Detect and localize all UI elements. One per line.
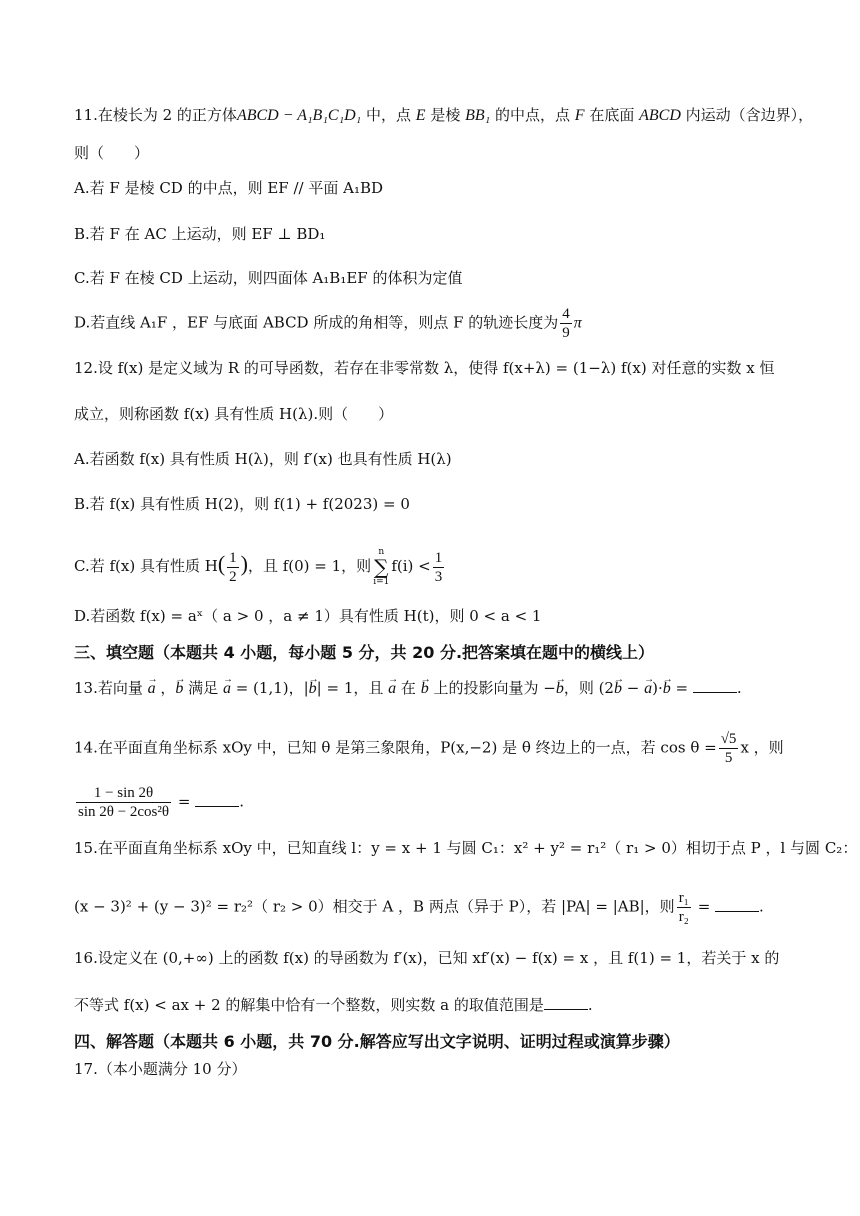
q15-line1: 15.在平面直角坐标系 xOy 中，已知直线 l：y = x + 1 与圆 C₁：x² + y² = r₁²（ r₁ > 0）相切于点 P ，l 与圆 C₂：	[74, 839, 858, 857]
q12-c-pre: C.若 f(x) 具有性质 H	[74, 557, 218, 575]
q11-stem-a: 11.在棱长为 2 的正方体	[74, 106, 237, 124]
q15-line2-pre: (x − 3)² + (y − 3)² = r₂²（ r₂ > 0）相交于 A ，B 两点（异于 P），若 |PA| = |AB|，则	[74, 897, 675, 916]
q11-option-d	[74, 305, 800, 342]
q11-stem-c: 是棱	[425, 106, 466, 124]
q13-mid: 满足	[183, 679, 223, 697]
q14-tail: .	[239, 792, 244, 811]
q14-line1	[74, 730, 800, 767]
vector-a: → a	[148, 677, 156, 701]
q12-c-sum	[373, 547, 389, 587]
q17-heading: 17.（本小题满分 10 分）	[74, 1060, 247, 1078]
answer-blank[interactable]	[693, 678, 737, 693]
q11-d-num: 4	[562, 306, 570, 322]
vector-b: → b	[421, 677, 429, 701]
q12-option-d: D.若函数 f(x) = aˣ（ a > 0 ，a ≠ 1）具有性质 H(t)，则 0 < a < 1	[74, 607, 542, 625]
q14-den: 5	[724, 750, 733, 766]
vector-b: → b	[663, 677, 671, 701]
q11-stem-f: 内运动（含边界），	[680, 106, 814, 124]
q13-end: =	[670, 679, 693, 697]
q11-stem-d: 的中点，点	[490, 106, 575, 124]
q16-line2-text: 不等式 f(x) < ax + 2 的解集中恰有一个整数，则实数 a 的取值范围是	[74, 996, 544, 1014]
q13-mid6: −	[621, 679, 645, 697]
q12-c-half	[227, 549, 239, 586]
q13-pre: 13.若向量	[74, 679, 148, 697]
q12-option-b: B.若 f(x) 具有性质 H(2)，则 f(1) + f(2023) = 0	[74, 495, 410, 513]
q13	[74, 676, 800, 701]
q12-c-sum-top: n	[378, 547, 385, 557]
q11-option-d-text: D.若直线 A₁F ，EF 与底面 ABCD 所成的角相等，则点 F 的轨迹长度为	[74, 313, 559, 332]
section-3-heading: 三、填空题（本题共 4 小题，每小题 5 分，共 20 分.把答案填在题中的横线上）	[74, 643, 655, 662]
q14-post: x ，则	[740, 738, 784, 757]
q13-mid4: 上的投影向量为 −	[428, 679, 556, 697]
q15-den: r₂	[678, 909, 689, 925]
q13-mid5: ，则 (2	[563, 679, 614, 697]
q14-eq: =	[173, 792, 196, 811]
q12-option-a: A.若函数 f(x) 具有性质 H(λ)，则 f′(x) 也具有性质 H(λ)	[74, 450, 452, 468]
q13-mid7: )·	[652, 679, 663, 697]
q11-option-b: B.若 F 在 AC 上运动，则 EF ⊥ BD₁	[74, 225, 326, 243]
q14-line2	[74, 784, 800, 821]
q12-c-sigma: ∑	[374, 555, 389, 579]
q13-tail: .	[736, 679, 742, 697]
q11-point-e: E	[415, 107, 426, 124]
q12-stem-line1: 12.设 f(x) 是定义域为 R 的可导函数，若存在非零常数 λ，使得 f(x+λ) = (1−λ) f(x) 对任意的实数 x 恒	[74, 359, 775, 377]
vector-b: → b	[175, 677, 183, 701]
q11-d-fraction	[560, 305, 572, 342]
q15-tail: .	[759, 897, 764, 916]
q12-c-num: 1	[229, 549, 237, 566]
q11-option-a: A.若 F 是棱 CD 的中点，则 EF // 平面 A₁BD	[74, 179, 384, 197]
q12-c-rnum: 1	[434, 549, 443, 566]
q11-option-c: C.若 F 在棱 CD 上运动，则四面体 A₁B₁EF 的体积为定值	[74, 269, 463, 287]
q15-ratio-fraction	[677, 889, 691, 926]
q11-d-pi: π	[573, 314, 582, 332]
q14-expr-num: 1 − sin 2θ	[76, 784, 171, 803]
vector-a: → a	[223, 677, 231, 701]
q13-mid2: | = 1，且	[316, 679, 389, 697]
section-4-heading: 四、解答题（本题共 6 小题，共 70 分.解答应写出文字说明、证明过程或演算步骤）	[74, 1032, 680, 1051]
answer-blank[interactable]	[715, 897, 759, 912]
vector-a: → a	[644, 677, 652, 701]
q15-eq: =	[692, 897, 716, 916]
q11-stem-b: 中，点	[361, 106, 416, 124]
q13-mid3: 在	[396, 679, 421, 697]
q16-tail: .	[587, 996, 593, 1014]
q12-stem-line2: 成立，则称函数 f(x) 具有性质 H(λ).则（ ）	[74, 405, 394, 423]
q13-comma: ，	[155, 679, 176, 697]
q12-c-third	[433, 549, 445, 586]
q16-line2	[74, 993, 800, 1017]
q11-stem-e: 在底面	[584, 106, 640, 124]
q14-expression-fraction	[76, 784, 171, 821]
q12-c-den: 2	[229, 568, 237, 585]
q14-expr-den: sin 2θ − 2cos²θ	[78, 804, 170, 820]
q11-face-abcd: ABCD	[639, 107, 681, 124]
q12-c-expr: f(i) <	[391, 557, 431, 575]
vector-b: → b	[614, 677, 622, 701]
q11-point-f: F	[574, 107, 585, 124]
vector-b: → b	[556, 677, 564, 701]
q11-edge-bb1: BB₁	[465, 107, 491, 124]
q11-cube: ABCD − A₁B₁C₁D₁	[236, 107, 362, 124]
q14-num: √5	[720, 731, 737, 747]
q14-cos-fraction	[719, 730, 739, 767]
q12-c-sum-bottom: i=1	[373, 577, 390, 587]
answer-blank[interactable]	[195, 792, 239, 807]
q16-line1: 16.设定义在 (0,+∞) 上的函数 f(x) 的导函数为 f′(x)，已知 xf′(x) − f(x) = x ，且 f(1) = 1，若关于 x 的	[74, 949, 780, 967]
q15-num: r₁	[678, 890, 689, 906]
q11-d-den: 9	[562, 325, 570, 341]
q12-c-mid: ，且 f(0) = 1，则	[247, 557, 372, 575]
q12-c-rden: 3	[434, 568, 443, 585]
q14-pre: 14.在平面直角坐标系 xOy 中，已知 θ 是第三象限角，P(x,−2) 是 θ 终边上的一点，若 cos θ =	[74, 738, 717, 757]
q11-stem	[74, 103, 814, 128]
q11-then: 则（ ）	[74, 144, 150, 162]
answer-blank[interactable]	[544, 995, 588, 1010]
vector-b: → b	[309, 677, 317, 701]
q15-line2	[74, 889, 800, 926]
q13-eq: = (1,1)，|	[230, 679, 309, 697]
q12-option-c: C.若 f(x) 具有性质 H( $\frac{1}{2}$ )，且 f(0) = 1，则n ∑ i=1f(i) < $\frac{1}{3}$	[74, 547, 443, 587]
vector-a: → a	[388, 677, 396, 701]
